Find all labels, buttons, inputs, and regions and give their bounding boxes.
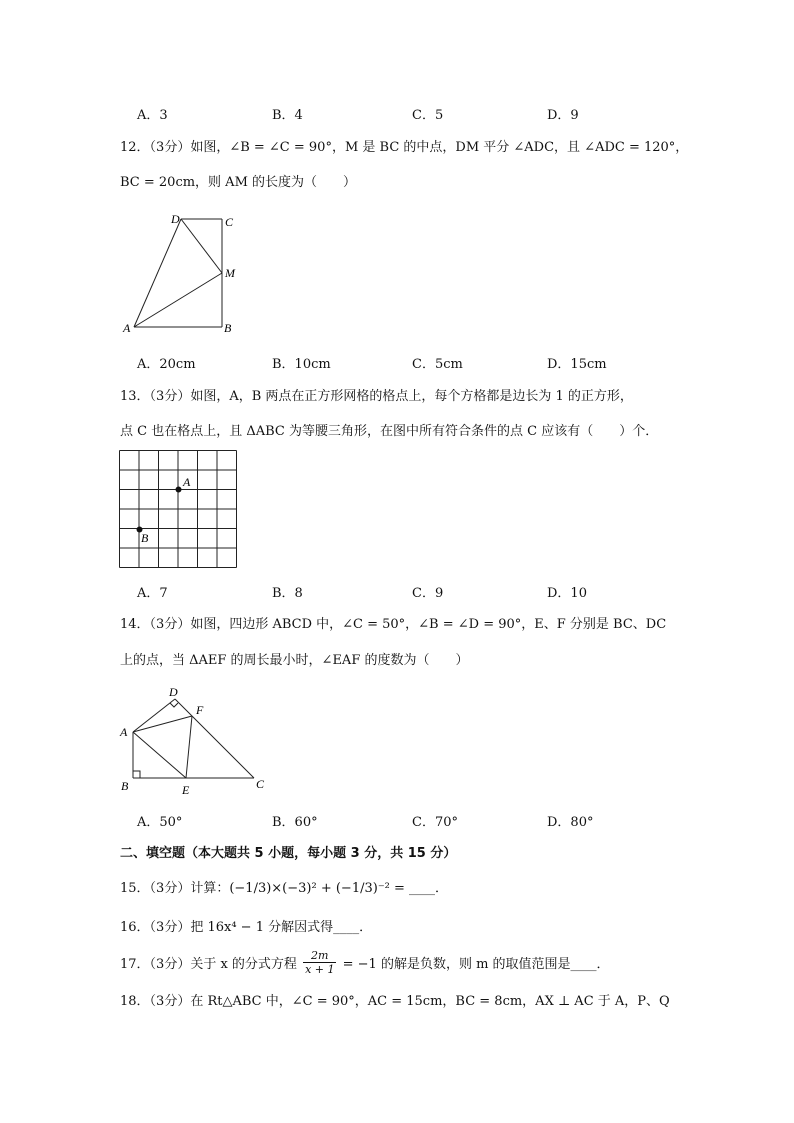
q12-label-a: A [123,321,131,335]
q11-option-d: D．9 [547,108,579,123]
q17-fraction [303,949,336,976]
q17-suffix: = −1 的解是负数，则 m 的取值范围是____． [342,957,610,972]
q13-point-a [176,487,182,493]
q14-right-angle-d [170,703,178,707]
q13-option-d: D．10 [547,586,587,601]
q12-option-c: C．5cm [412,357,463,372]
q13-option-c: C．9 [412,586,444,601]
q14-stem-line1: 14．（3分）如图，四边形 ABCD 中，∠C = 50°，∠B = ∠D = 90°，E、F 分别是 BC、DC [120,617,667,632]
q13-stem-line1: 13．（3分）如图，A，B 两点在正方形网格的格点上，每个方格都是边长为 1 的正方形， [120,389,633,404]
q17-fraction-denominator: x + 1 [305,963,335,976]
q15-line [120,877,448,896]
q12-label-b: B [224,321,232,335]
q12-label-c: C [225,215,234,229]
q14-label-c: C [256,777,265,791]
q14-option-b: B．60° [272,815,318,830]
q12-stem-line2: BC = 20cm，则 AM 的长度为（ ） [120,175,357,190]
q12-label-d: D [171,212,180,226]
q15-expression: (−1/3)×(−3)² + (−1/3)⁻² = ____． [229,881,449,896]
q14-segment-ad [133,699,175,732]
q12-segment-dm [181,219,222,273]
q12-segment-am [134,273,222,327]
q12-label-m: M [225,266,235,280]
q13-option-a: A．7 [137,586,168,601]
q14-label-d: D [169,685,178,699]
q12-figure [115,205,255,340]
q17-fraction-numerator: 2m [303,949,336,963]
q17-prefix: 17．（3分）关于 x 的分式方程 [120,957,297,972]
q14-right-angle-b [133,771,140,778]
q14-segment-fe [186,716,192,778]
q15-prefix: 15．（3分）计算： [120,881,230,896]
q14-option-d: D．80° [547,815,594,830]
q13-label-a: A [183,475,191,489]
q14-label-f: F [196,703,204,717]
q12-option-d: D．15cm [547,357,607,372]
q14-figure [115,682,275,800]
q14-segment-af [133,716,192,732]
q14-label-e: E [182,783,190,797]
q12-stem-line1: 12．（3分）如图，∠B = ∠C = 90°，M 是 BC 的中点，DM 平分 ∠ADC，且 ∠ADC = 120°， [120,140,689,155]
q11-option-a: A．3 [137,108,168,123]
q14-option-c: C．70° [412,815,458,830]
q13-label-b: B [141,531,149,545]
q17-line [120,951,610,978]
q12-segment-ad [134,219,181,327]
q14-label-a: A [120,725,128,739]
q11-option-b: B．4 [272,108,303,123]
q13-grid-figure [119,450,241,572]
q14-option-a: A．50° [137,815,183,830]
q18-line: 18．（3分）在 Rt△ABC 中，∠C = 90°，AC = 15cm，BC = 8cm，AX ⊥ AC 于 A，P、Q [120,994,670,1009]
q13-option-b: B．8 [272,586,303,601]
q11-option-c: C．5 [412,108,444,123]
q13-grid [120,451,237,568]
q14-segment-ae [133,732,186,778]
q12-option-b: B．10cm [272,357,331,372]
q13-stem-line2: 点 C 也在格点上，且 ΔABC 为等腰三角形，在图中所有符合条件的点 C 应该有（ ）个． [120,424,659,439]
q14-label-b: B [121,779,129,793]
q12-option-a: A．20cm [137,357,196,372]
q14-stem-line2: 上的点，当 ΔAEF 的周长最小时，∠EAF 的度数为（ ） [120,653,469,668]
section-heading: 二、填空题（本大题共 5 小题，每小题 3 分，共 15 分） [120,846,457,861]
q16-line: 16．（3分）把 16x⁴ − 1 分解因式得____． [120,920,373,935]
